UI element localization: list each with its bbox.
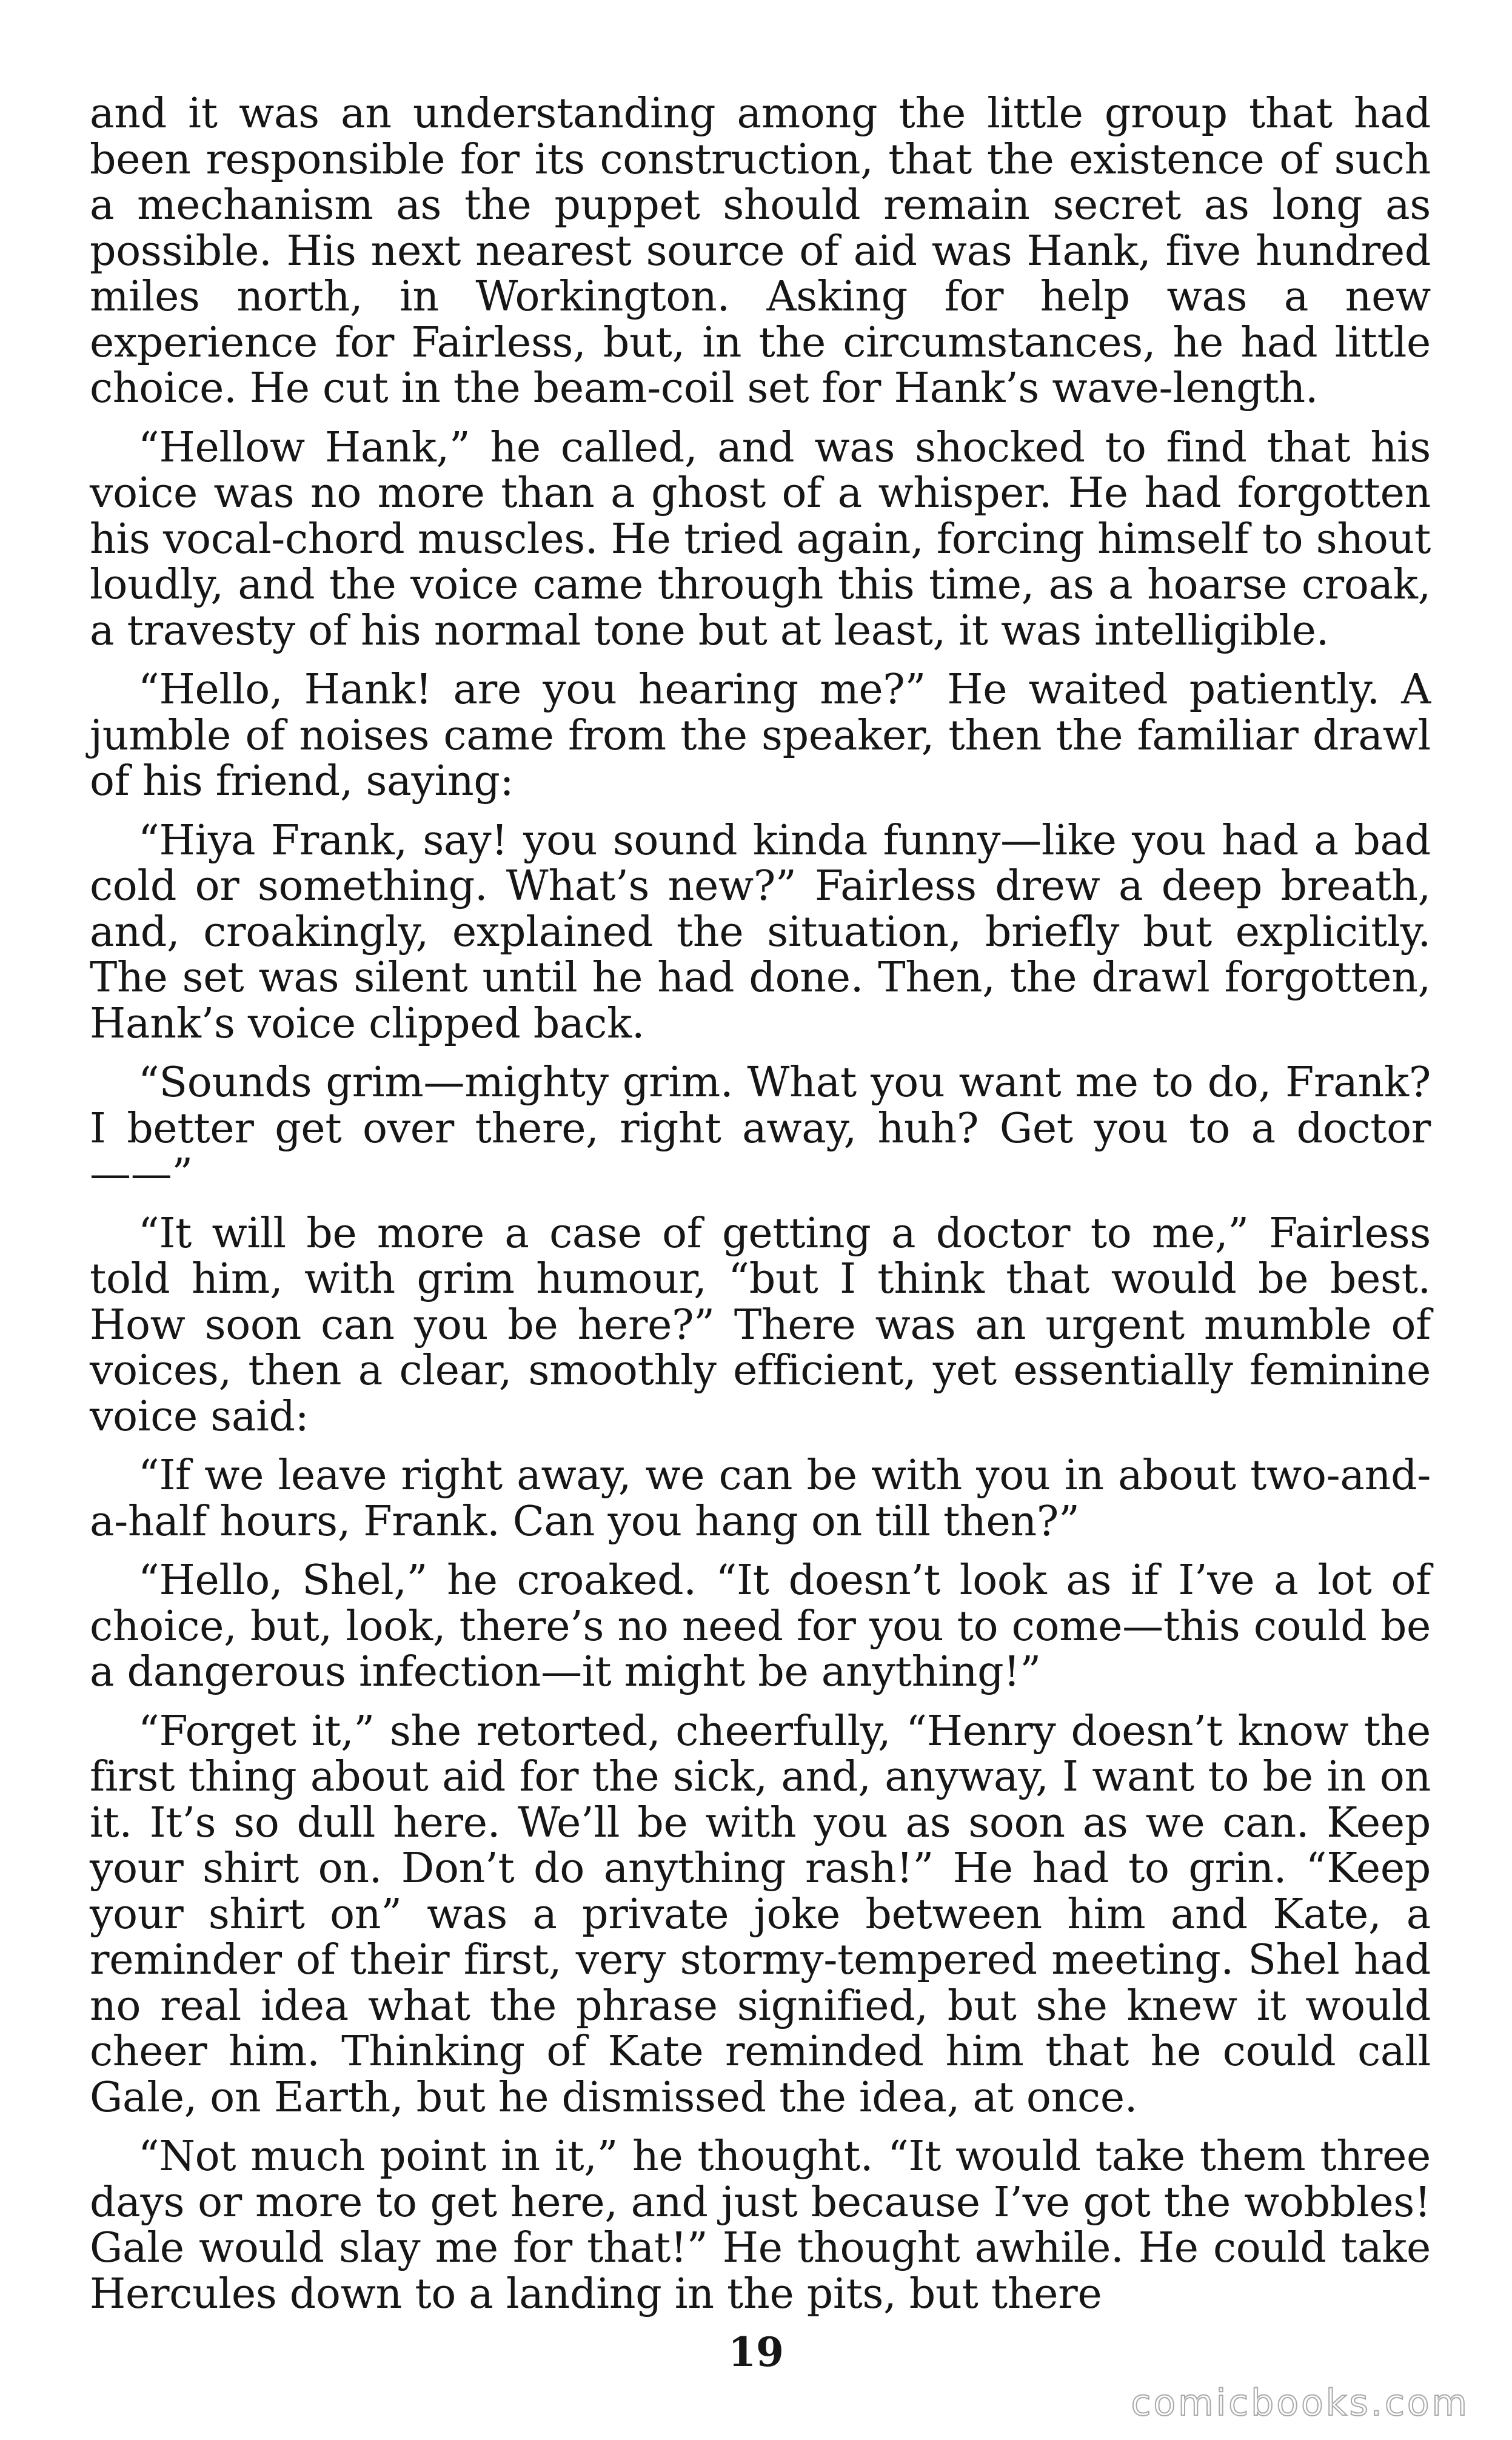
page-number: 19 [728, 2328, 784, 2376]
watermark: comicbooks.com [1131, 2382, 1470, 2424]
paragraph-3: “Hello, Hank! are you hearing me?” He waited patiently. A jumble of noises came from the speaker, then the familiar drawl of his friend, saying: [90, 666, 1431, 805]
page-body [90, 91, 1431, 2330]
paragraph-8: “Hello, Shel,” he croaked. “It doesn’t look as if I’ve a lot of choice, but, look, there’s no need for you to come—this could be a dangerous infection—it might be anything!” [90, 1557, 1431, 1696]
paragraph-1: and it was an understanding among the little group that had been responsible for its construction, that the existence of such a mechanism as the puppet should remain secret as long as possible. His next nearest source of aid was Hank, five hundred miles north, in Workington. Asking for help was a new experience for Fairless, but, in the circumstances, he had little choice. He cut in the beam-coil set for Hank’s wave-length. [90, 90, 1431, 412]
paragraph-7: “If we leave right away, we can be with you in about two-and-a-half hours, Frank. Can you hang on till then?” [90, 1452, 1431, 1546]
paragraph-2: “Hellow Hank,” he called, and was shocked to find that his voice was no more than a ghost of a whisper. He had forgotten his vocal-chord muscles. He tried again, forcing himself to shout loudly, and the voice came through this time, as a hoarse croak, a travesty of his normal tone but at least, it was intelligible. [90, 423, 1431, 655]
paragraph-6: “It will be more a case of getting a doctor to me,” Fairless told him, with grim humour, “but I think that would be best. How soon can you be here?” There was an urgent mumble of voices, then a clear, smoothly efficient, yet essentially feminine voice said: [90, 1209, 1431, 1441]
paragraph-10: “Not much point in it,” he thought. “It would take them three days or more to get here, and just because I’ve got the wobbles! Gale would slay me for that!” He thought awhile. He could take Hercules down to a landing in the pits, but there [90, 2133, 1431, 2318]
paragraph-4: “Hiya Frank, say! you sound kinda funny—like you had a bad cold or something. What’s new?” Fairless drew a deep breath, and, croakingly, explained the situation, briefly but explicitly. The set was silent until he had done. Then, the drawl forgotten, Hank’s voice clipped back. [90, 816, 1431, 1048]
paragraph-5: “Sounds grim—mighty grim. What you want me to do, Frank? I better get over there, right away, huh? Get you to a doctor——” [90, 1059, 1431, 1198]
paragraph-9: “Forget it,” she retorted, cheerfully, “Henry doesn’t know the first thing about aid for the sick, and, anyway, I want to be in on it. It’s so dull here. We’ll be with you as soon as we can. Keep your shirt on. Don’t do anything rash!” He had to grin. “Keep your shirt on” was a private joke between him and Kate, a reminder of their first, very stormy-tempered meeting. Shel had no real idea what the phrase signified, but she knew it would cheer him. Thinking of Kate reminded him that he could call Gale, on Earth, but he dismissed the idea, at once. [90, 1707, 1431, 2122]
